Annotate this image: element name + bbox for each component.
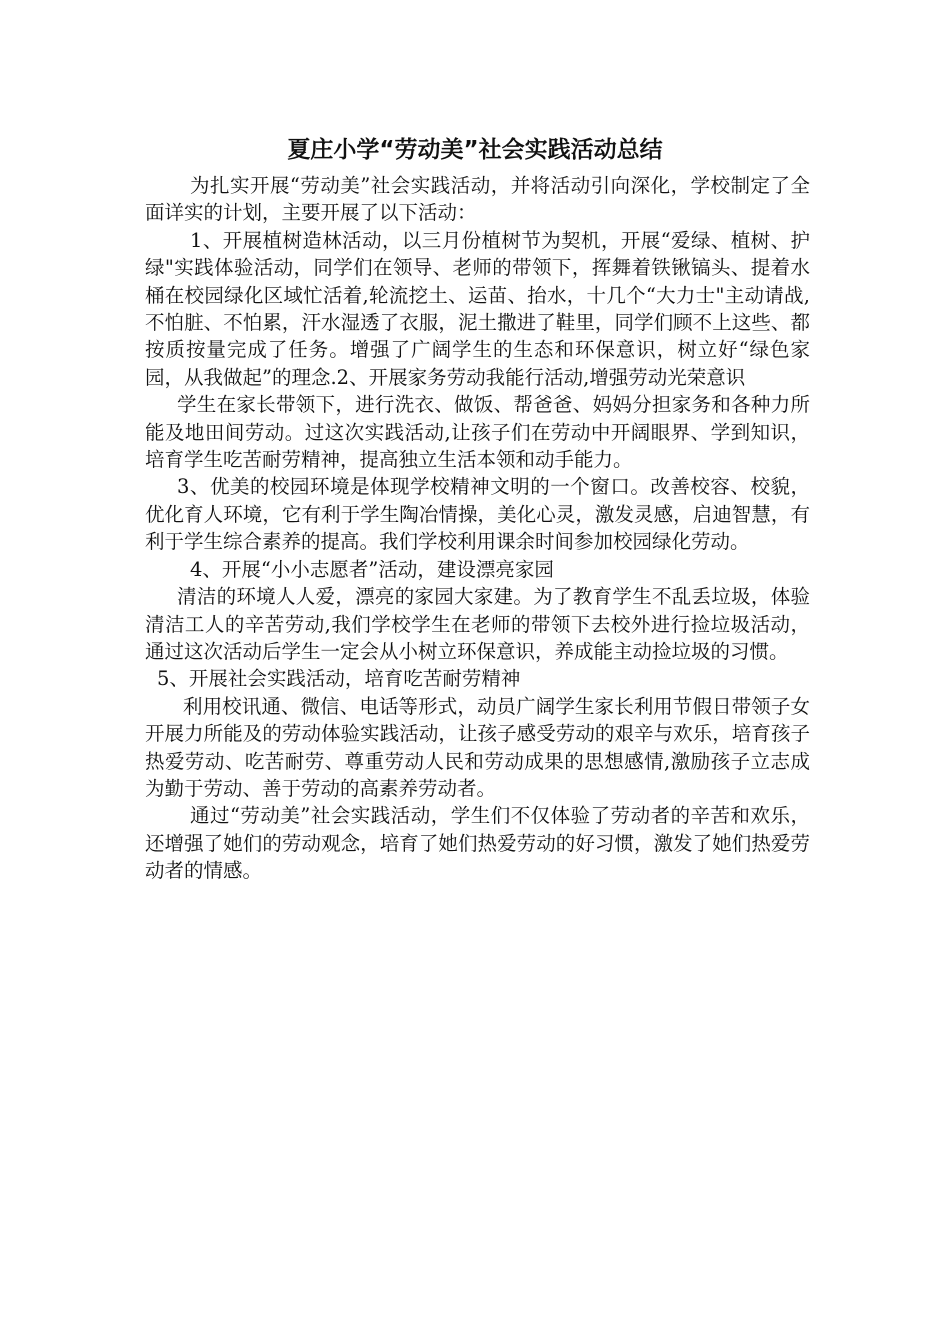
paragraph-conclusion: 通过“劳动美”社会实践活动，学生们不仅体验了劳动者的辛苦和欢乐，还增强了她们的劳动观念，培育了她们热爱劳动的好习惯，激发了她们热爱劳动者的情感。 [145, 804, 810, 883]
paragraph-housework: 学生在家长带领下，进行洗衣、做饭、帮爸爸、妈妈分担家务和各种力所能及地田间劳动。过这次实践活动,让孩子们在劳动中开阔眼界、学到知识，培育学生吃苦耐劳精神，提高独立生活本领和动手能力。 [145, 393, 810, 472]
document-title: 夏庄小学“劳动美”社会实践活动总结 [287, 137, 663, 163]
paragraph-volunteer-heading: 4、开展“小小志愿者”活动，建设漂亮家园 [190, 557, 554, 581]
document-body [145, 172, 810, 885]
paragraph-volunteer: 清洁的环境人人爱，漂亮的家园大家建。为了教育学生不乱丢垃圾，体验清洁工人的辛苦劳动,我们学校学生在老师的带领下去校外进行捡垃圾活动，通过这次活动后学生一定会从小树立环保意识，养成能主动捡垃圾的习惯。 [145, 585, 810, 663]
paragraph-campus-environment: 3、优美的校园环境是体现学校精神文明的一个窗口。改善校容、校貌，优化育人环境，它有利于学生陶冶情操，美化心灵，激发灵感，启迪智慧，有利于学生综合素养的提高。我们学校利用课余时间参加校园绿化劳动。 [145, 475, 810, 554]
paragraph-intro: 为扎实开展“劳动美”社会实践活动，并将活动引向深化，学校制定了全面详实的计划，主要开展了以下活动： [145, 174, 810, 225]
paragraph-social-practice-heading: 5、开展社会实践活动，培育吃苦耐劳精神 [157, 667, 521, 691]
paragraph-tree-planting: 1、开展植树造林活动，以三月份植树节为契机，开展“爱绿、植树、护绿"实践体验活动，同学们在领导、老师的带领下，挥舞着铁锹镐头、提着水桶在校园绿化区域忙活着,轮流挖土、运苗、抬水，十几个“大力士"主动请战,不怕脏、不怕累，汗水湿透了衣服，泥土撒进了鞋里，同学们顾不上这些、都按质按量完成了任务。增强了广阔学生的生态和环保意识，树立好“绿色家园，从我做起”的理念.2、开展家务劳动我能行活动,增强劳动光荣意识 [145, 228, 810, 389]
paragraph-social-practice: 利用校讯通、微信、电话等形式，动员广阔学生家长利用节假日带领子女开展力所能及的劳动体验实践活动，让孩子感受劳动的艰辛与欢乐，培育孩子热爱劳动、吃苦耐劳、尊重劳动人民和劳动成果的思想感情,激励孩子立志成为勤于劳动、善于劳动的高素养劳动者。 [145, 694, 810, 800]
